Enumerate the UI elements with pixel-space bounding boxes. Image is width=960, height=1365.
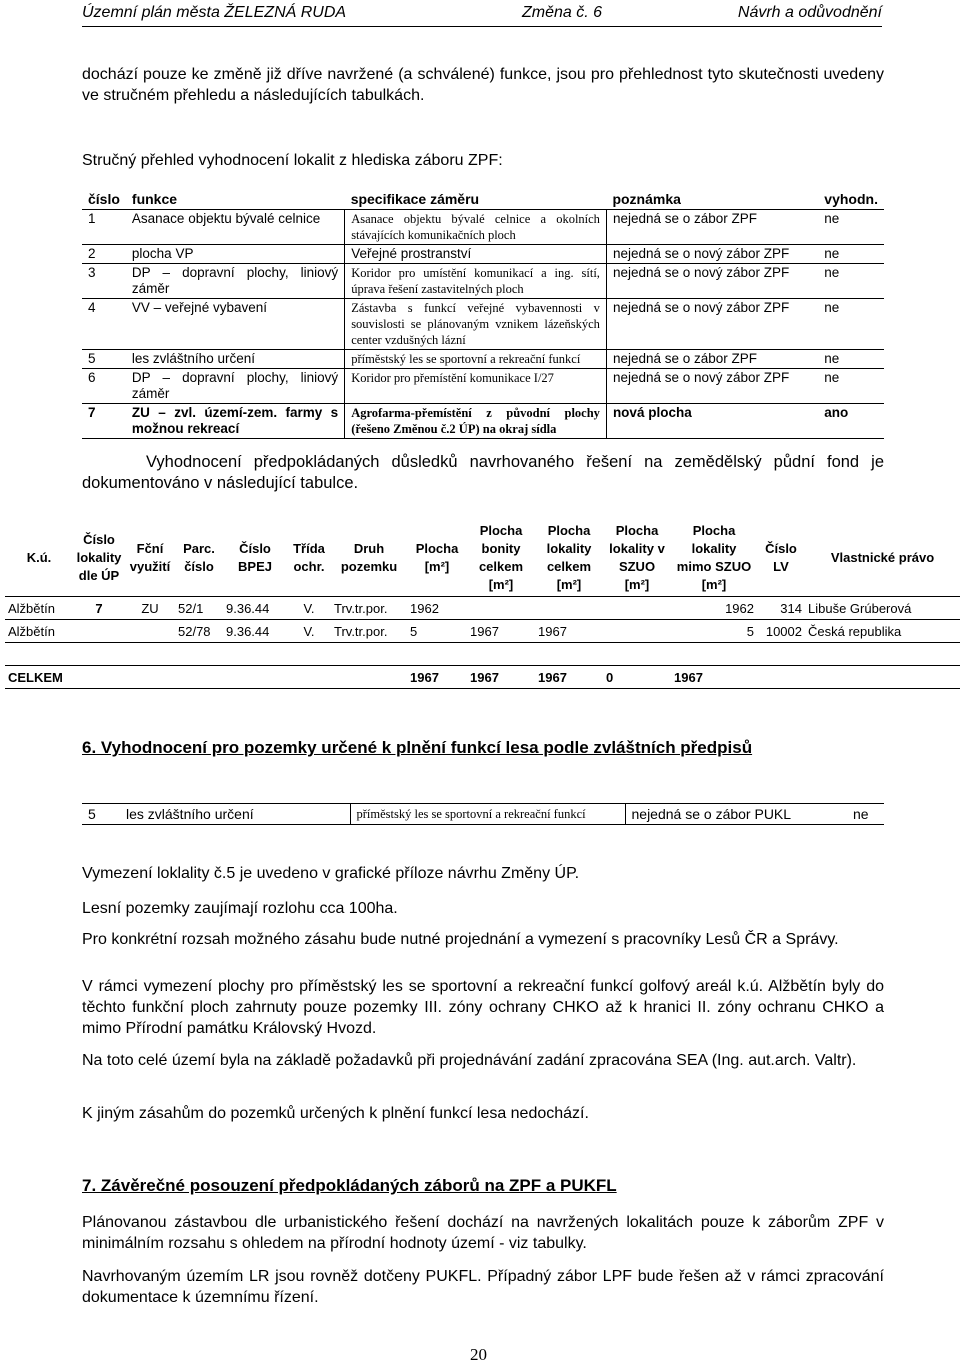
cell-note: nejedná se o zábor ZPF	[606, 210, 818, 245]
cell-eval: ne	[818, 264, 884, 299]
cell-land-type: Trv.tr.por.	[331, 597, 407, 620]
column-header: Plocha lokality v SZUO [m²]	[603, 520, 671, 597]
total-bonity: 1967	[467, 666, 535, 689]
total-row	[5, 666, 960, 689]
cell-land-type: Trv.tr.por.	[331, 620, 407, 643]
cell-function: les zvláštního určení	[126, 350, 345, 369]
overview-table	[82, 189, 884, 439]
table-row	[82, 299, 884, 350]
forest-table	[82, 803, 884, 825]
cell-area-locality: 1967	[535, 620, 603, 643]
column-header: poznámka	[606, 189, 818, 210]
column-header: funkce	[126, 189, 345, 210]
cell-number: 5	[88, 806, 96, 822]
cell-area-szuo	[603, 597, 671, 620]
cell-area-szuo	[603, 620, 671, 643]
column-header: Třída ochr.	[287, 520, 331, 597]
table-row	[5, 620, 960, 643]
total-area: 1967	[407, 666, 467, 689]
cell-spec: Agrofarma-přemístění z původní plochy (řešeno Změnou č.2 ÚP) na okraj sídla	[345, 404, 607, 439]
total-label: CELKEM	[5, 666, 407, 689]
paragraph: K jiným zásahům do pozemků určených k plnění funkcí lesa nedochází.	[82, 1105, 589, 1122]
column-header: Číslo lokality dle ÚP	[73, 520, 125, 597]
cell-note: nejedná se o nový zábor ZPF	[606, 245, 818, 264]
column-header: vyhodn.	[818, 189, 884, 210]
cell-note: nejedná se o zábor PUKL	[631, 806, 792, 822]
cell-note: nejedná se o zábor ZPF	[606, 350, 818, 369]
cell-area-bonity: 1967	[467, 620, 535, 643]
column-header: Plocha bonity celkem [m²]	[467, 520, 535, 597]
paragraph: Vymezení loklality č.5 je uvedeno v grafické příloze návrhu Změny ÚP.	[82, 865, 580, 882]
paragraph: V rámci vymezení plochy pro příměstský les se sportovní a rekreační funkcí golfový areál k.ú. Alžbětín byly do těchto funkční ploch zahrnuty pouze pozemky III. zóny ochrany CHKO až k hranici II. zóny ochranu CHKO a mimo Přírodní památku Královský Hvozd.	[82, 978, 884, 1037]
cell-spec: Zástavba s funkcí veřejné vybavennosti v souvislosti se plánovaným vznikem lázeňských center vzdušných lázní	[345, 299, 607, 350]
cell-function: les zvláštního určení	[120, 804, 350, 825]
total-locality: 1967	[535, 666, 603, 689]
cell-owner: Libuše Grúberová	[805, 597, 960, 620]
paragraph: Na toto celé území byla na základě požadavků při projednávání zadání zpracována SEA (Ing. aut.arch. Valtr).	[82, 1052, 857, 1069]
cell-spec: Asanace objektu bývalé celnice a okolních stávajících komunikačních ploch	[345, 210, 607, 245]
cell-function	[125, 620, 175, 643]
paragraph: Pro konkrétní rozsah možného zásahu bude nutné projednání a vymezení s pracovníky Lesů ČR a Správy.	[82, 931, 839, 948]
zpf-table	[5, 520, 960, 689]
table-row	[82, 264, 884, 299]
cell-eval: ne	[818, 350, 884, 369]
cell-class: V.	[287, 620, 331, 643]
total-szuo: 0	[603, 666, 671, 689]
cell-area-outside: 5	[671, 620, 757, 643]
column-header: Druh pozemku	[331, 520, 407, 597]
cell-number: 5	[82, 350, 126, 369]
header-doc-type: Návrh a odůvodnění	[737, 4, 882, 21]
table-row	[82, 804, 884, 825]
column-header: Číslo BPEJ	[223, 520, 287, 597]
cell-number: 2	[82, 245, 126, 264]
table-row	[5, 597, 960, 620]
cell-note: nejedná se o nový zábor ZPF	[606, 299, 818, 350]
cell-spec: Koridor pro umístění komunikací a ing. sítí, úprava řešení zastavitelných ploch	[345, 264, 607, 299]
cell-eval: ne	[818, 245, 884, 264]
cell-ku: Alžbětín	[5, 620, 73, 643]
cell-function: DP – dopravní plochy, liniový záměr	[126, 264, 345, 299]
paragraph: Lesní pozemky zaujímají rozlohu cca 100ha.	[82, 900, 398, 917]
cell-parcel: 52/1	[175, 597, 223, 620]
cell-bpej: 9.36.44	[223, 620, 287, 643]
cell-function: plocha VP	[126, 245, 345, 264]
cell-function: ZU – zvl. území-zem. farmy s možnou rekreací	[126, 404, 345, 439]
section-7-title: 7. Závěrečné posouzení předpokládaných záborů na ZPF a PUKFL	[82, 1176, 617, 1195]
cell-function: VV – veřejné vybavení	[126, 299, 345, 350]
intro-text: dochází pouze ke změně již dříve navržené (a schválené) funkce, jsou pro přehlednost tyto skutečnosti uvedeny ve stručném přehledu a následujících tabulkách.	[82, 66, 884, 104]
cell-function: DP – dopravní plochy, liniový záměr	[126, 369, 345, 404]
cell-eval: ne	[853, 806, 869, 822]
cell-spec: Veřejné prostranství	[345, 245, 607, 264]
table-row	[82, 210, 884, 245]
cell-parcel: 52/78	[175, 620, 223, 643]
cell-locality	[73, 620, 125, 643]
page-number: 20	[470, 1345, 487, 1364]
cell-lv: 10002	[757, 620, 805, 643]
header-change: Změna č. 6	[522, 4, 603, 21]
cell-eval: ne	[818, 299, 884, 350]
column-header: specifikace záměru	[345, 189, 607, 210]
header-title: Územní plán města ŽELEZNÁ RUDA	[82, 4, 347, 21]
table-header-row	[82, 189, 884, 210]
table-row	[82, 350, 884, 369]
cell-lv: 314	[757, 597, 805, 620]
cell-number: 4	[82, 299, 126, 350]
cell-area-outside: 1962	[671, 597, 757, 620]
cell-eval: ano	[818, 404, 884, 439]
cell-class: V.	[287, 597, 331, 620]
cell-area-bonity	[467, 597, 535, 620]
column-header: Plocha [m²]	[407, 520, 467, 597]
column-header: číslo	[82, 189, 126, 210]
cell-function: Asanace objektu bývalé celnice	[126, 210, 345, 245]
cell-owner: Česká republika	[805, 620, 960, 643]
cell-locality: 7	[73, 597, 125, 620]
table-row	[82, 404, 884, 439]
column-header: Fční využití	[125, 520, 175, 597]
evaluation-text: Vyhodnocení předpokládaných důsledků navrhovaného řešení na zemědělský půdní fond je dokumentováno v následující tabulce.	[82, 453, 884, 492]
cell-number: 3	[82, 264, 126, 299]
page-header	[82, 4, 882, 27]
cell-area: 1962	[407, 597, 467, 620]
cell-eval: ne	[818, 210, 884, 245]
paragraph: Plánovanou zástavbou dle urbanistického řešení dochází na navržených lokalitách pouze k záborům ZPF v minimálním rozsahu s ohledem na přírodní hodnoty území - viz tabulky.	[82, 1214, 884, 1252]
cell-number: 7	[82, 404, 126, 439]
cell-note: nejedná se o nový zábor ZPF	[606, 264, 818, 299]
cell-spec: Koridor pro přemístění komunikace I/27	[345, 369, 607, 404]
column-header: Plocha lokality mimo SZUO [m²]	[671, 520, 757, 597]
column-header: K.ú.	[5, 520, 73, 597]
cell-spec: příměstský les se sportovní a rekreační funkcí	[350, 804, 625, 825]
cell-bpej: 9.36.44	[223, 597, 287, 620]
column-header: Plocha lokality celkem [m²]	[535, 520, 603, 597]
cell-area-locality	[535, 597, 603, 620]
cell-number: 1	[82, 210, 126, 245]
cell-function: ZU	[125, 597, 175, 620]
overview-title: Stručný přehled vyhodnocení lokalit z hlediska záboru ZPF:	[82, 152, 503, 169]
cell-note: nová plocha	[606, 404, 818, 439]
cell-ku: Alžbětín	[5, 597, 73, 620]
cell-area: 5	[407, 620, 467, 643]
cell-eval: ne	[818, 369, 884, 404]
total-outside: 1967	[671, 666, 757, 689]
column-header: Číslo LV	[757, 520, 805, 597]
cell-number: 6	[82, 369, 126, 404]
table-header-row	[5, 520, 960, 597]
section-6-title: 6. Vyhodnocení pro pozemky určené k plnění funkcí lesa podle zvláštních předpisů	[82, 738, 753, 757]
cell-spec: příměstský les se sportovní a rekreační funkcí	[345, 350, 607, 369]
paragraph: Navrhovaným územím LR jsou rovněž dotčeny PUKFL. Případný zábor LPF bude řešen až v rámci zpracování dokumentace k územnímu řízení.	[82, 1268, 884, 1306]
table-row	[82, 245, 884, 264]
column-header: Vlastnické právo	[805, 520, 960, 597]
column-header: Parc. číslo	[175, 520, 223, 597]
table-row	[82, 369, 884, 404]
cell-note: nejedná se o nový zábor ZPF	[606, 369, 818, 404]
